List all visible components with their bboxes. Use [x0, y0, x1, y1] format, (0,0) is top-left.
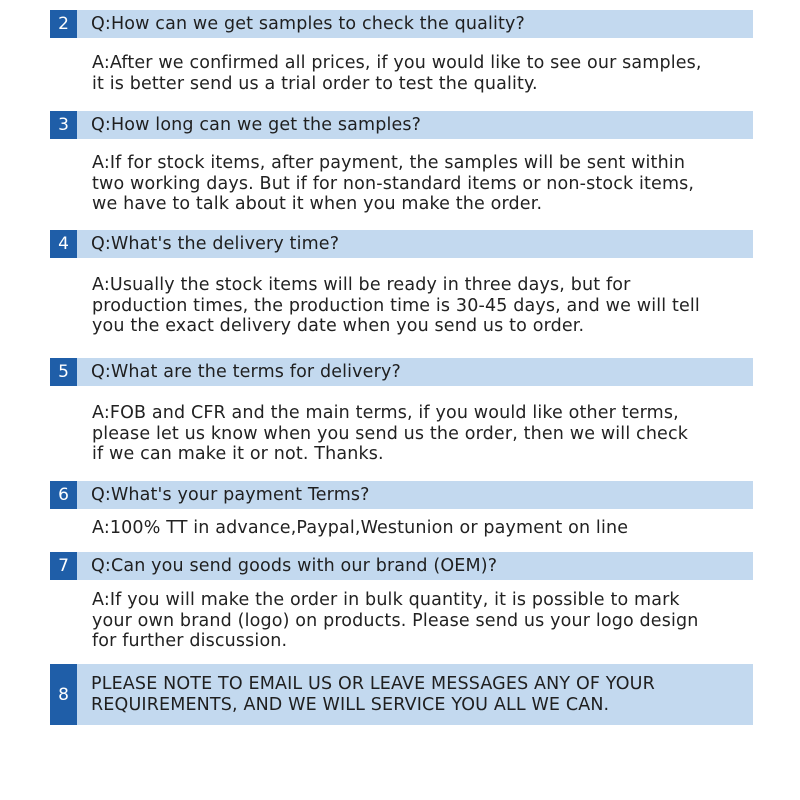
question-number-badge: 3 [50, 111, 77, 139]
faq-question-bar [50, 552, 753, 580]
question-text: Q:How long can we get the samples? [91, 115, 422, 135]
faq-question-bar [50, 481, 753, 509]
faq-question-bar [50, 358, 753, 386]
question-number-badge: 2 [50, 10, 77, 38]
question-text: Q:What's the delivery time? [91, 234, 340, 254]
note-text: PLEASE NOTE TO EMAIL US OR LEAVE MESSAGES ANY OF YOUR REQUIREMENTS, AND WE WILL SERVICE YOU ALL WE CAN. [91, 674, 655, 715]
answer-text: A:If you will make the order in bulk quantity, it is possible to mark your own brand (logo) on products. Please send us your logo design for further discussion. [92, 590, 699, 651]
question-text: Q:What are the terms for delivery? [91, 362, 401, 382]
faq-question-bar [50, 111, 753, 139]
question-text: Q:Can you send goods with our brand (OEM)? [91, 556, 498, 576]
answer-text: A:If for stock items, after payment, the samples will be sent within two working days. But if for non-standard items or non-stock items, we have to talk about it when you make the order. [92, 153, 695, 214]
question-number-badge: 7 [50, 552, 77, 580]
question-number-badge: 6 [50, 481, 77, 509]
answer-text: A:FOB and CFR and the main terms, if you would like other terms, please let us know when you send us the order, then we will check if we can make it or not. Thanks. [92, 403, 689, 464]
answer-text: A:Usually the stock items will be ready in three days, but for production times, the production time is 30-45 days, and we will tell you the exact delivery date when you send us to order. [92, 275, 700, 336]
answer-text: A:After we confirmed all prices, if you would like to see our samples, it is better send us a trial order to test the quality. [92, 53, 702, 94]
answer-text: A:100% TT in advance,Paypal,Westunion or payment on line [92, 518, 629, 538]
question-number-badge: 4 [50, 230, 77, 258]
faq-question-bar [50, 10, 753, 38]
faq-question-bar [50, 230, 753, 258]
question-text: Q:How can we get samples to check the quality? [91, 14, 525, 34]
question-number-badge: 5 [50, 358, 77, 386]
note-number-badge: 8 [50, 664, 77, 725]
question-text: Q:What's your payment Terms? [91, 485, 370, 505]
note-box [50, 664, 753, 725]
